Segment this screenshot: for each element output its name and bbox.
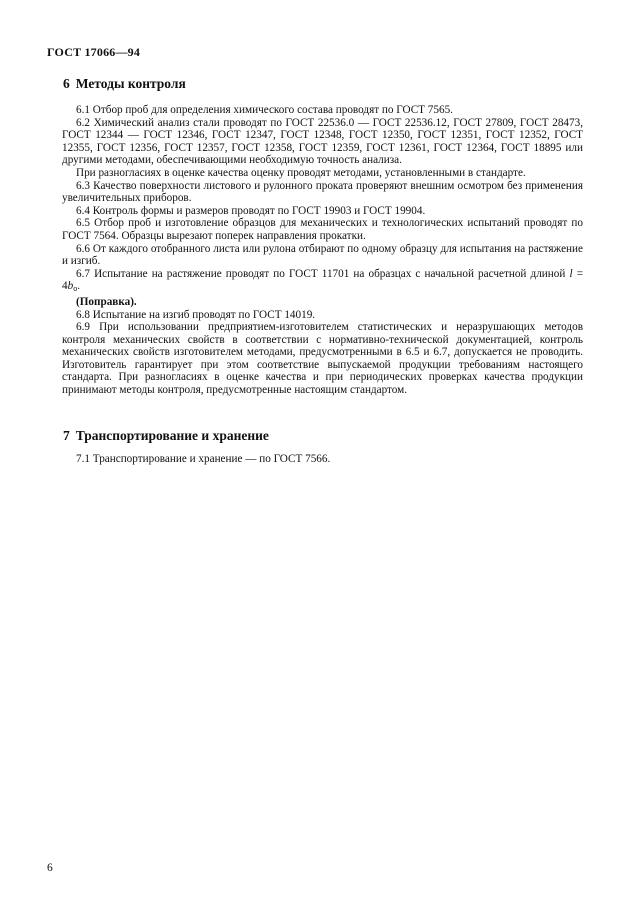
paragraph-7-1: 7.1 Транспортирование и хранение — по ГОСТ 7566. (76, 453, 331, 465)
section-6-body (62, 104, 583, 397)
formula-l: l (569, 267, 573, 280)
paragraph-6-2: 6.2 Химический анализ стали проводят по ГОСТ 22536.0 — ГОСТ 22536.12, ГОСТ 27809, ГОСТ 28473, ГОСТ 12344 — ГОСТ 12346, ГОСТ 12347, ГОСТ 12348, ГОСТ 12350, ГОСТ 12351, ГОСТ 12352, ГОСТ 12355, ГОСТ 12356, ГОСТ 12357, ГОСТ 12358, ГОСТ 12359, ГОСТ 12361, ГОСТ 12364, ГОСТ 18895 или другими методами, обеспечивающими необходимую точность анализа. (62, 116, 583, 167)
paragraph-6-3: 6.3 Качество поверхности листового и рулонного проката проверяют внешним осмотром без применения увеличительных приборов. (62, 179, 583, 205)
page-number: 6 (47, 862, 53, 874)
formula-equals: = 4 (62, 267, 584, 293)
section-6-heading (63, 76, 186, 92)
formula-subscript: o (73, 284, 78, 294)
amendment-note: (Поправка). (76, 295, 137, 308)
formula-b: b (67, 280, 74, 293)
section-7-number: 7 (63, 428, 70, 443)
section-7-heading (63, 428, 269, 444)
paragraph-6-7-text: 6.7 Испытание на растяжение проводят по ГОСТ 11701 на образцах с начальной расчетной длиной (76, 267, 566, 280)
section-7-body (62, 453, 583, 466)
paragraph-6-9: 6.9 При использовании предприятием-изготовителем статистических и неразрушающих методов контроля механических свойств в соответствии с нормативно-технической документацией, контроль механических свойств изготовителем методами, предусмотренными в 6.5 и 6.7, допускается не проводить. Изготовитель гарантирует при этом соответствие выпускаемой продукции требованиям настоящего стандарта. При разногласиях в оценке качества и при периодических проверках качества продукции принимают методы контроля, предусмотренные настоящим стандартом. (62, 321, 583, 397)
formula-end: . (77, 280, 80, 293)
paragraph-6-2-note: При разногласиях в оценке качества оценку проводят методами, установленными в стандарте. (76, 166, 526, 179)
paragraph-6-7 (62, 268, 583, 296)
paragraph-6-8: 6.8 Испытание на изгиб проводят по ГОСТ 14019. (76, 308, 316, 321)
paragraph-6-4: 6.4 Контроль формы и размеров проводят по ГОСТ 19903 и ГОСТ 19904. (76, 204, 426, 217)
section-6-title: Методы контроля (75, 76, 186, 91)
paragraph-6-5: 6.5 Отбор проб и изготовление образцов для механических и технологических испытаний проводят по ГОСТ 7564. Образцы вырезают поперек направления прокатки. (62, 217, 583, 242)
paragraph-6-1: 6.1 Отбор проб для определения химического состава проводят по ГОСТ 7565. (76, 104, 453, 116)
document-header: ГОСТ 17066—94 (47, 45, 141, 59)
paragraph-6-6: 6.6 От каждого отобранного листа или рулона отбирают по одному образцу для испытания на растяжение и изгиб. (62, 242, 583, 268)
section-7-title: Транспортирование и хранение (75, 428, 269, 443)
section-6-number: 6 (63, 76, 70, 91)
